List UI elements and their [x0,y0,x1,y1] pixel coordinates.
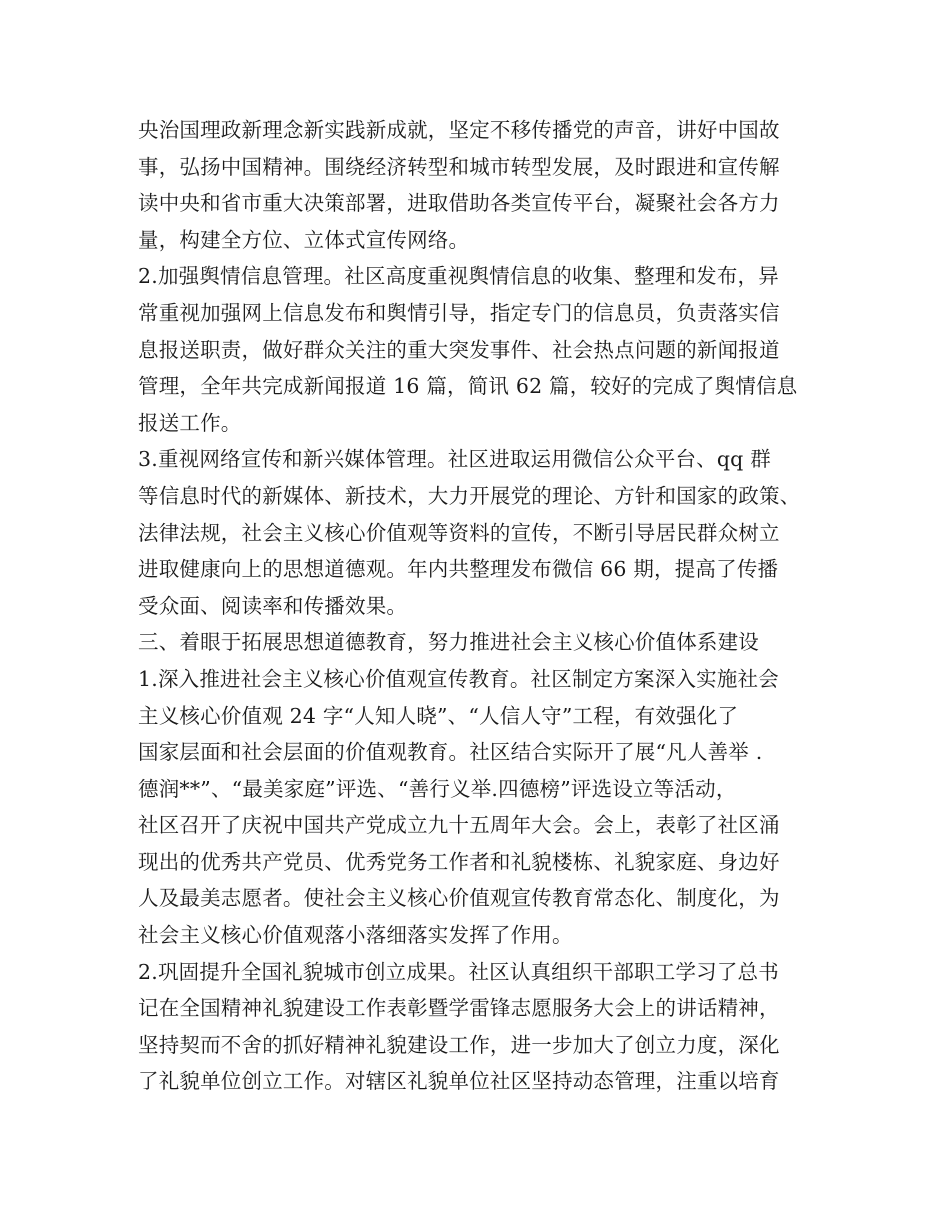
text-line: 报送工作。 [138,410,242,435]
text-line: 1.深入推进社会主义核心价值观宣传教育。社区制定方案深入实施社会 [138,666,779,691]
text-line: 常重视加强网上信息发布和舆情引导，指定专门的信息员，负责落实信 [138,300,780,325]
text-line: 3.重视网络宣传和新兴媒体管理。社区进取运用微信公众平台、qq 群 [138,447,771,472]
text-line: 德润**”、“最美家庭”评选、“善行义举.四德榜”评选设立等活动， [138,776,737,801]
text-line: 等信息时代的新媒体、新技术，大力开展党的理论、方针和国家的政策、 [138,483,801,508]
text-line: 受众面、阅读率和传播效果。 [138,593,408,618]
text-line: 主义核心价值观 24 字“人知人晓”、“人信人守”工程，有效强化了 [138,703,739,728]
text-line: 国家层面和社会层面的价值观教育。社区结合实际开了展“凡人善举 . [138,740,763,765]
text-line: 管理，全年共完成新闻报道 16 篇，简讯 62 篇，较好的完成了舆情信息 [138,374,798,399]
text-line: 进取健康向上的思想道德观。年内共整理发布微信 66 期，提高了传播 [138,557,779,582]
text-line: 量，构建全方位、立体式宣传网络。 [138,227,470,252]
text-line: 2.巩固提升全国礼貌城市创立成果。社区认真组织干部职工学习了总书 [138,959,779,984]
document-body [138,112,828,1100]
text-line: 社会主义核心价值观落小落细落实发挥了作用。 [138,923,573,948]
text-line: 事，弘扬中国精神。围绕经济转型和城市转型发展，及时跟进和宣传解 [138,154,780,179]
text-line: 法律法规，社会主义核心价值观等资料的宣传，不断引导居民群众树立 [138,520,780,545]
text-line: 社区召开了庆祝中国共产党成立九十五周年大会。会上，表彰了社区涌 [138,813,780,838]
text-line: 央治国理政新理念新实践新成就，坚定不移传播党的声音，讲好中国故 [138,118,780,142]
text-line: 息报送职责，做好群众关注的重大突发事件、社会热点问题的新闻报道 [138,337,780,362]
text-line: 现出的优秀共产党员、优秀党务工作者和礼貌楼栋、礼貌家庭、身边好 [138,849,780,874]
text-line: 记在全国精神礼貌建设工作表彰暨学雷锋志愿服务大会上的讲话精神， [138,996,780,1021]
text-line: 坚持契而不舍的抓好精神礼貌建设工作，进一步加大了创立力度，深化 [138,1032,780,1057]
text-line: 人及最美志愿者。使社会主义核心价值观宣传教育常态化、制度化，为 [138,886,780,911]
text-line: 2.加强舆情信息管理。社区高度重视舆情信息的收集、整理和发布，异 [138,264,779,289]
text-line: 了礼貌单位创立工作。对辖区礼貌单位社区坚持动态管理，注重以培育 [138,1069,780,1094]
text-line: 读中央和省市重大决策部署，进取借助各类宣传平台，凝聚社会各方力 [138,191,780,216]
section-heading: 三、着眼于拓展思想道德教育，努力推进社会主义核心价值体系建设 [138,630,759,655]
